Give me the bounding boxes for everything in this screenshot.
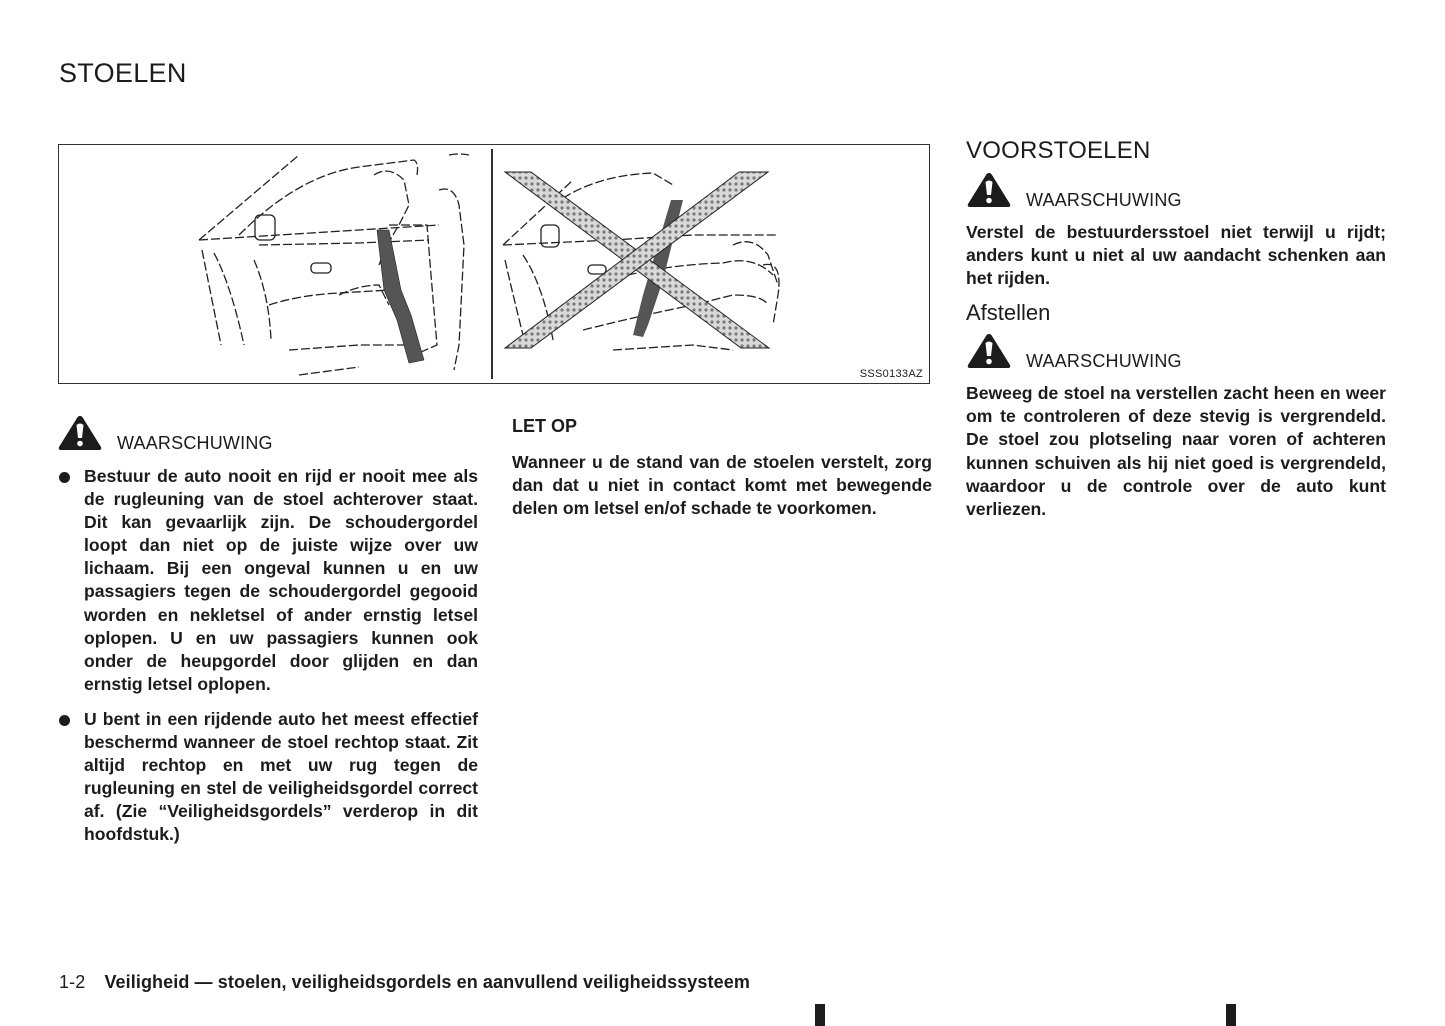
- seat-illustration: [58, 144, 930, 384]
- warning-text: Beweeg de stoel na verstellen zacht heen en weer om te controleren of deze stevig is vergrendeld. De stoel zou plotseling naar voren of achteren kunnen schuiven als hij niet goed is vergrendeld, waardoor u de controle over de auto kunt verliezen.: [966, 383, 1386, 519]
- bullet-icon: [59, 715, 70, 726]
- section-heading: VOORSTOELEN: [966, 137, 1151, 164]
- page-title: STOELEN: [59, 58, 187, 89]
- warning-triangle-icon: [966, 171, 1012, 209]
- warning-header: [57, 414, 478, 452]
- bullet-text: Bestuur de auto nooit en rijd er nooit mee als de rugleuning van de stoel achterover staat. Dit kan gevaarlijk zijn. De schoudergordel loopt dan niet op de juiste wijze over uw lichaam. Bij een ongeval kunnen u en uw passagiers tegen de schoudergordel gegooid worden en nekletsel of ander ernstig letsel oplopen. U en uw passagiers kunnen ook onder de heupgordel door glijden en dan ernstig letsel oplopen.: [84, 466, 478, 694]
- caution-text: Wanneer u de stand van de stoelen verstelt, zorg dan dat u niet in contact komt met bewegende delen om letsel en/of schade te voorkomen.: [512, 452, 932, 519]
- page-number: 1-2: [59, 972, 86, 992]
- thumb-index-marker: [815, 1004, 825, 1026]
- warning-label: WAARSCHUWING: [1026, 190, 1182, 210]
- caution-label: LET OP: [512, 416, 578, 436]
- subsection-heading: Afstellen: [966, 300, 1051, 326]
- correct-posture-illustration: [59, 145, 491, 383]
- warning-triangle-icon: [57, 414, 103, 452]
- warning-triangle-icon: [966, 332, 1012, 370]
- bullet-text: U bent in een rijdende auto het meest effectief beschermd wanneer de stoel rechtop staat. Zit altijd rechtop en met uw rug tegen de rugleuning en stel de veiligheidsgordel correct af. (Zie “Veiligheidsgordels” verderop in dit hoofdstuk.): [84, 708, 478, 845]
- warning-label: WAARSCHUWING: [117, 433, 273, 453]
- list-item: [57, 465, 478, 696]
- warning-header: [966, 332, 1386, 370]
- list-item: [57, 708, 478, 847]
- page-footer: [59, 972, 750, 993]
- bullet-icon: [59, 472, 70, 483]
- middle-column: [512, 416, 932, 520]
- warning-header: [966, 171, 1386, 209]
- chapter-title: Veiligheid — stoelen, veiligheidsgordels en aanvullend veiligheidssysteem: [104, 972, 750, 992]
- left-column: [57, 414, 478, 859]
- figure-code: SSS0133AZ: [859, 368, 923, 380]
- warning-text: Verstel de bestuurdersstoel niet terwijl u rijdt; anders kunt u niet al uw aandacht schenken aan het rijden.: [966, 222, 1386, 289]
- right-column: [966, 137, 1386, 521]
- warning-bullet-list: [57, 465, 478, 847]
- thumb-index-marker: [1226, 1004, 1236, 1026]
- incorrect-posture-illustration: [493, 145, 931, 383]
- warning-label: WAARSCHUWING: [1026, 351, 1182, 372]
